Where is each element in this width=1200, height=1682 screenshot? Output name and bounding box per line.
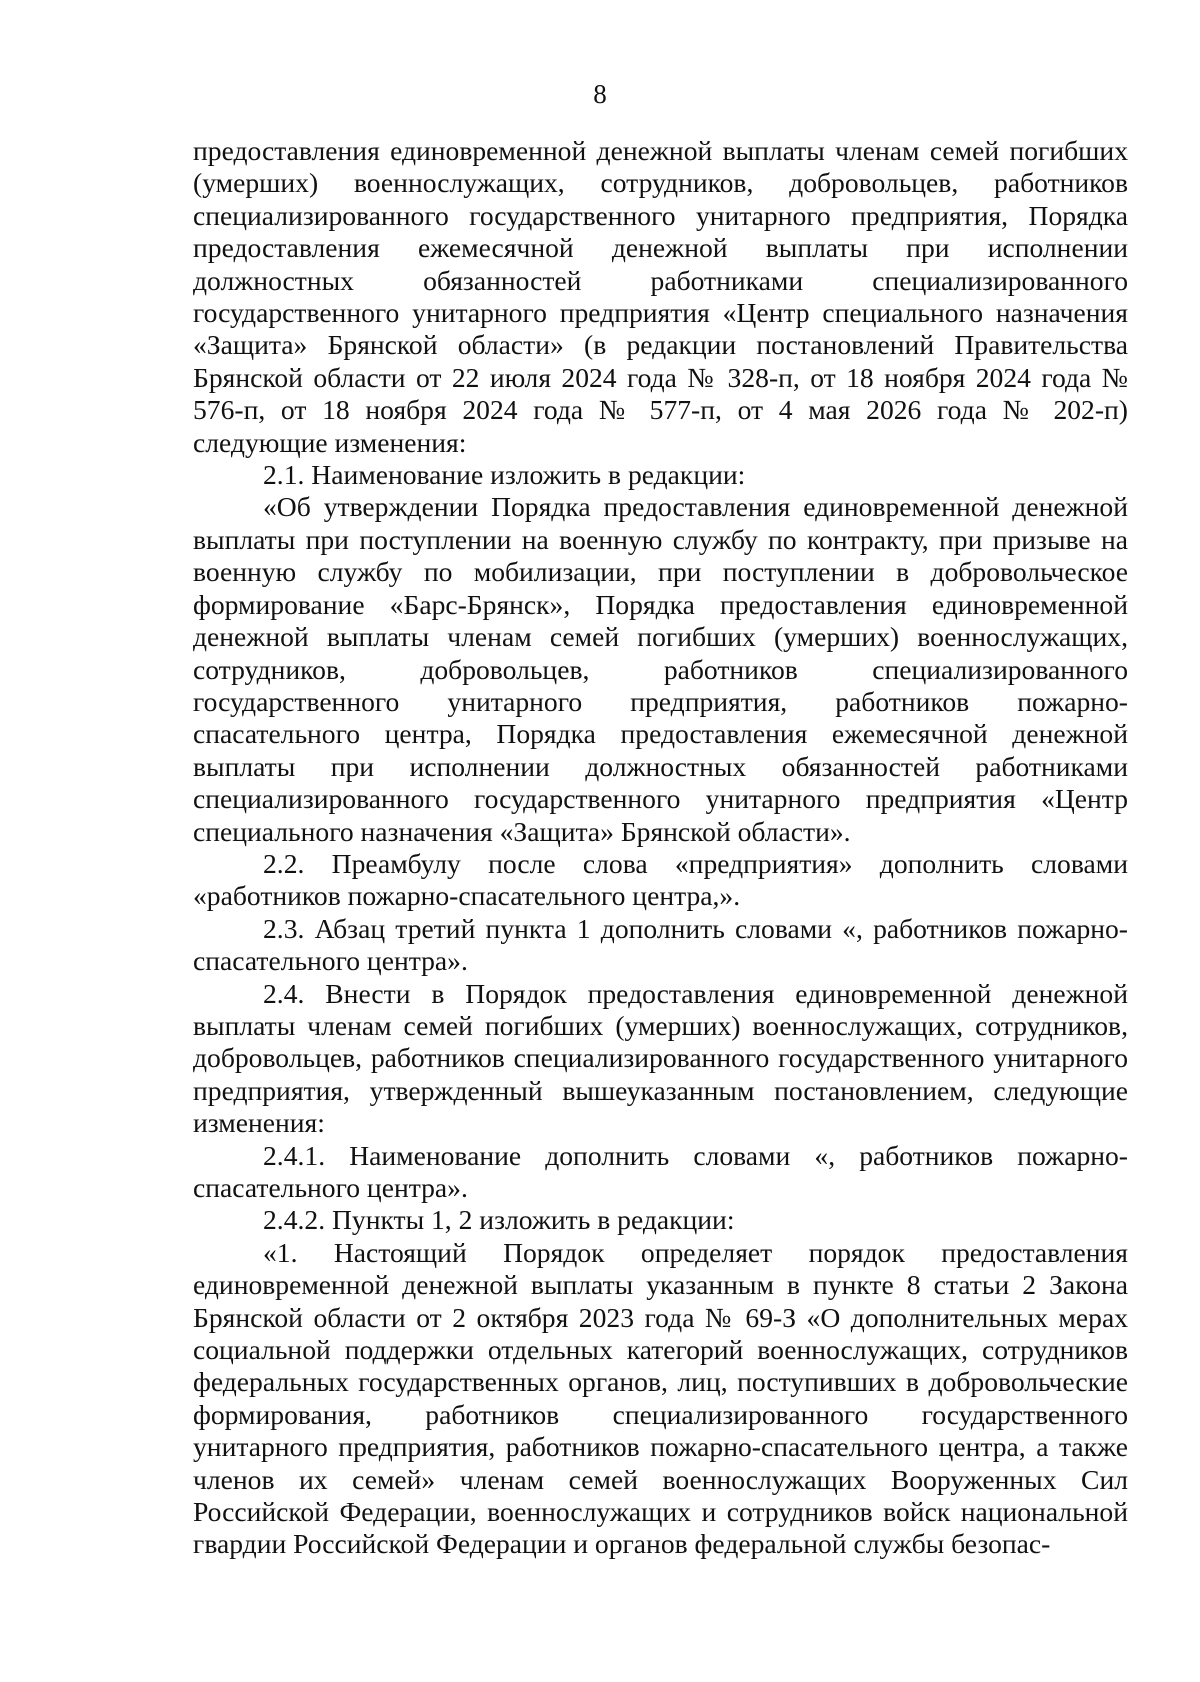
paragraph-2-1-quote: «Об утверждении Порядка предоставления единовременной денежной выплаты при поступлении на военную службу по контракту, при призыве на военную службу по мобилизации, при поступлении в добровольческое формирование «Барс-Брянск», Порядка предоставления единовременной денежной выплаты членам семей погибших (умерших) военнослужащих, сотрудников, добровольцев, работников специализированного государственного унитарного предприятия, работников пожарно-спасательного центра, Порядка предоставления ежемесячной денежной выплаты при исполнении должностных обязанностей работниками специализированного государственного унитарного предприятия «Центр специального назначения «Защита» Брянской области». [193, 491, 1128, 847]
document-body [193, 135, 1128, 1561]
paragraph-2-4: 2.4. Внести в Порядок предоставления единовременной денежной выплаты членам семей погибших (умерших) военнослужащих, сотрудников, добровольцев, работников специализированного государственного унитарного предприятия, утвержденный вышеуказанным постановлением, следующие изменения: [193, 977, 1128, 1139]
paragraph-2-2: 2.2. Преамбулу после слова «предприятия» дополнить словами «работников пожарно-спасательного центра,». [193, 847, 1128, 912]
paragraph-point-1: «1. Настоящий Порядок определяет порядок предоставления единовременной денежной выплаты указанным в пункте 8 статьи 2 Закона Брянской области от 2 октября 2023 года № 69-З «О дополнительных мерах социальной поддержки отдельных категорий военнослужащих, сотрудников федеральных государственных органов, лиц, поступивших в добровольческие формирования, работников специализированного государственного унитарного предприятия, работников пожарно-спасательного центра, а также членов их семей» членам семей военнослужащих Вооруженных Сил Российской Федерации, военнослужащих и сотрудников войск национальной гвардии Российской Федерации и органов федеральной службы безопас- [193, 1236, 1128, 1560]
paragraph-2-4-1: 2.4.1. Наименование дополнить словами «, работников пожарно-спасательного центра». [193, 1139, 1128, 1203]
paragraph-2-1: 2.1. Наименование изложить в редакции: [263, 459, 746, 491]
paragraph-2-3: 2.3. Абзац третий пункта 1 дополнить словами «, работников пожарно-спасательного центра». [193, 912, 1128, 977]
paragraph-2-4-2: 2.4.2. Пункты 1, 2 изложить в редакции: [263, 1204, 735, 1236]
paragraph-continuation: предоставления единовременной денежной выплаты членам семей погибших (умерших) военнослужащих, сотрудников, добровольцев, работников специализированного государственного унитарного предприятия, Порядка предоставления ежемесячной денежной выплаты при исполнении должностных обязанностей работниками специализированного государственного унитарного предприятия «Центр специального назначения «Защита» Брянской области» (в редакции постановлений Правительства Брянской области от 22 июля 2024 года № 328-п, от 18 ноября 2024 года № 576-п, от 18 ноября 2024 года № 577-п, от 4 мая 2026 года № 202-п) следующие изменения: [193, 135, 1128, 458]
page-number: 8 [593, 79, 607, 109]
